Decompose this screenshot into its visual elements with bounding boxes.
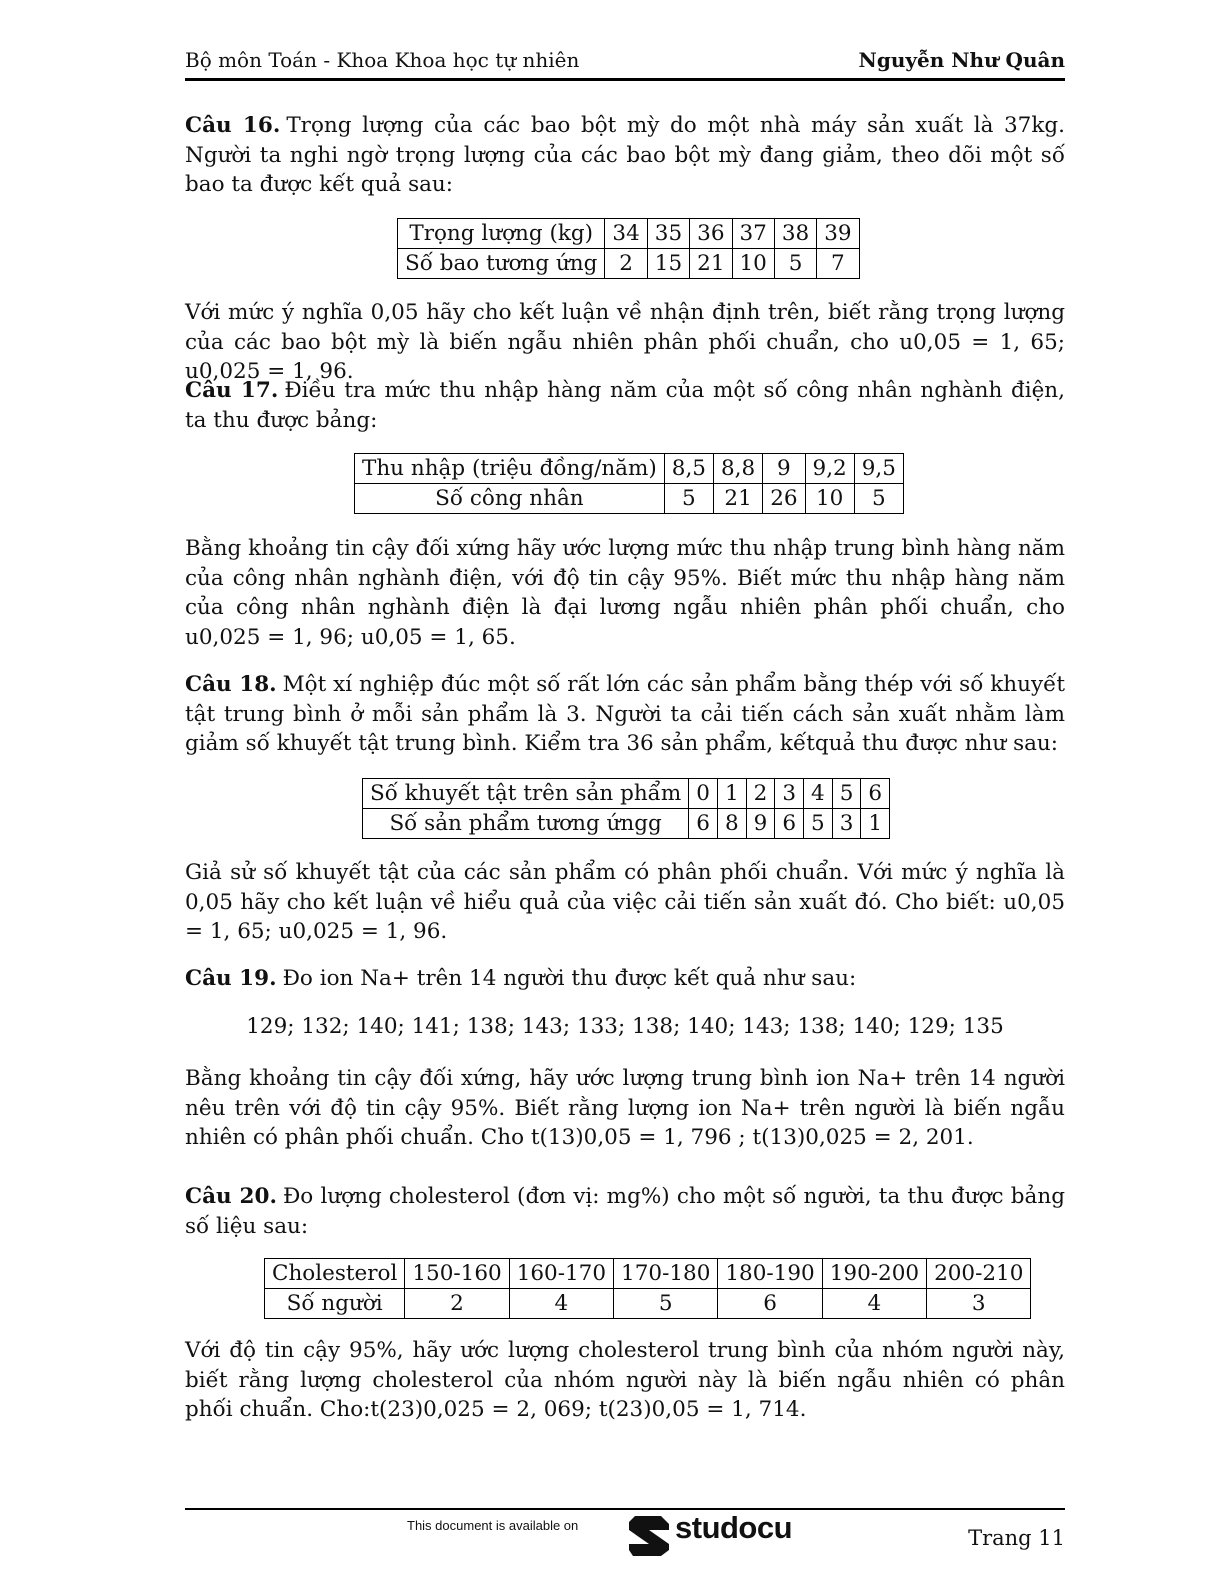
table-cell: 34 (605, 219, 647, 249)
table-row (398, 219, 860, 249)
table-cell: 36 (690, 219, 732, 249)
table-cell: 5 (832, 779, 861, 809)
table-cell: 5 (774, 249, 816, 279)
table-cell: 10 (732, 249, 774, 279)
table-q20 (264, 1258, 1031, 1319)
table-row (265, 1259, 1031, 1289)
question-17 (185, 376, 1065, 435)
page-footer (185, 1508, 1065, 1570)
question-17-label: Câu 17. (185, 378, 279, 403)
table-cell: 4 (804, 779, 833, 809)
table-cell: 9,5 (854, 454, 903, 484)
studocu-logo-icon (627, 1510, 677, 1558)
table-cell: 6 (861, 779, 890, 809)
question-19 (185, 964, 1065, 994)
table-q17 (354, 453, 904, 514)
question-18 (185, 670, 1065, 759)
table-row (355, 454, 904, 484)
header-author: Nguyễn Như Quân (858, 48, 1065, 72)
table-cell: 160-170 (509, 1259, 613, 1289)
table-cell: 180-190 (718, 1259, 822, 1289)
question-16-text: Trọng lượng của các bao bột mỳ do một nhà máy sản xuất là 37kg. Người ta nghi ngờ trọng lượng của các bao bột mỳ đang giảm, theo dõi một số bao ta được kết quả sau: (185, 113, 1065, 197)
table-cell: 3 (775, 779, 804, 809)
table-row (265, 1289, 1031, 1319)
table-cell: 2 (746, 779, 775, 809)
page-number: Trang 11 (968, 1526, 1065, 1550)
table-cell: 200-210 (927, 1259, 1031, 1289)
table-cell: 3 (832, 809, 861, 839)
studocu-brand[interactable]: studocu (675, 1510, 793, 1545)
question-18-task: Giả sử số khuyết tật của các sản phẩm có phân phối chuẩn. Với mức ý nghĩa là 0,05 hãy cho kết luận về hiểu quả của việc cải tiến sản xuất đó. Cho biết: u0,05 = 1, 65; u0,025 = 1, 96. (185, 860, 1065, 944)
table-cell: 6 (718, 1289, 822, 1319)
question-18-label: Câu 18. (185, 672, 277, 697)
header-department: Bộ môn Toán - Khoa Khoa học tự nhiên (185, 48, 580, 72)
table-cell: Số bao tương ứng (398, 249, 605, 279)
question-20-task: Với độ tin cậy 95%, hãy ước lượng cholesterol trung bình của nhóm người này, biết rằng lượng cholesterol của nhóm người này là biến ngẫu nhiên có phân phối chuẩn. Cho:t(23)0,025 = 2, 069; t(23)0,05 = 1, 714. (185, 1338, 1065, 1422)
availability-note: This document is available on (407, 1518, 579, 1533)
table-cell: 26 (763, 484, 805, 514)
table-cell: Số công nhân (355, 484, 665, 514)
table-cell: 170-180 (614, 1259, 718, 1289)
table-cell: 37 (732, 219, 774, 249)
table-row (363, 779, 890, 809)
table-cell: 5 (804, 809, 833, 839)
question-19-data: 129; 132; 140; 141; 138; 143; 133; 138; 140; 143; 138; 140; 129; 135 (246, 1014, 1004, 1039)
table-cell: 150-160 (405, 1259, 509, 1289)
table-cell: 9 (746, 809, 775, 839)
table-cell: 8,5 (664, 454, 713, 484)
table-row (363, 809, 890, 839)
table-cell: Thu nhập (triệu đồng/năm) (355, 454, 665, 484)
table-cell: 1 (717, 779, 746, 809)
table-cell: 21 (690, 249, 732, 279)
table-cell: 2 (405, 1289, 509, 1319)
question-20-label: Câu 20. (185, 1184, 277, 1209)
question-19-label: Câu 19. (185, 966, 277, 991)
table-q16 (397, 218, 860, 279)
question-16 (185, 111, 1065, 200)
table-cell: 5 (854, 484, 903, 514)
page-header (185, 44, 1065, 81)
question-16-conclusion: Với mức ý nghĩa 0,05 hãy cho kết luận về nhận định trên, biết rằng trọng lượng của các bao bột mỳ là biến ngẫu nhiên phân phối chuẩn, cho u0,05 = 1, 65; u0,025 = 1, 96. (185, 300, 1065, 384)
table-cell: 9 (763, 454, 805, 484)
table-cell: 39 (817, 219, 859, 249)
table-cell: 9,2 (805, 454, 854, 484)
question-16-label: Câu 16. (185, 113, 281, 138)
table-cell: 3 (927, 1289, 1031, 1319)
table-cell: Cholesterol (265, 1259, 405, 1289)
table-cell: 190-200 (822, 1259, 926, 1289)
question-19-task: Bằng khoảng tin cậy đối xứng, hãy ước lượng trung bình ion Na+ trên 14 người nêu trên với độ tin cậy 95%. Biết rằng lượng ion Na+ trên người là biến ngẫu nhiên có phân phối chuẩn. Cho t(13)0,05 = 1, 796 ; t(13)0,025 = 2, 201. (185, 1066, 1065, 1150)
question-19-text: Đo ion Na+ trên 14 người thu được kết quả như sau: (282, 966, 857, 991)
question-17-task: Bằng khoảng tin cậy đối xứng hãy ước lượng mức thu nhập trung bình hàng năm của công nhân nghành điện, với độ tin cậy 95%. Biết mức thu nhập hàng năm của công nhân nghành điện là đại lương ngẫu nhiên phân phối chuẩn, cho u0,025 = 1, 96; u0,05 = 1, 65. (185, 536, 1065, 650)
table-cell: 21 (713, 484, 762, 514)
table-row (398, 249, 860, 279)
question-20-text: Đo lượng cholesterol (đơn vị: mg%) cho một số người, ta thu được bảng số liệu sau: (185, 1184, 1065, 1239)
table-cell: 5 (614, 1289, 718, 1319)
table-cell: 6 (689, 809, 718, 839)
table-cell: 6 (775, 809, 804, 839)
table-cell: 38 (774, 219, 816, 249)
table-cell: 15 (647, 249, 689, 279)
table-cell: 5 (664, 484, 713, 514)
table-cell: 35 (647, 219, 689, 249)
table-cell: Số người (265, 1289, 405, 1319)
table-cell: 10 (805, 484, 854, 514)
table-q18 (362, 778, 890, 839)
table-cell: 0 (689, 779, 718, 809)
question-20 (185, 1182, 1065, 1241)
table-cell: 1 (861, 809, 890, 839)
table-cell: 8 (717, 809, 746, 839)
table-cell: Số khuyết tật trên sản phẩm (363, 779, 689, 809)
table-cell: Trọng lượng (kg) (398, 219, 605, 249)
table-cell: Số sản phẩm tương ứngg (363, 809, 689, 839)
table-cell: 2 (605, 249, 647, 279)
table-cell: 4 (509, 1289, 613, 1319)
question-17-text: Điều tra mức thu nhập hàng năm của một số công nhân nghành điện, ta thu được bảng: (185, 378, 1065, 433)
table-cell: 8,8 (713, 454, 762, 484)
table-cell: 4 (822, 1289, 926, 1319)
table-cell: 7 (817, 249, 859, 279)
table-row (355, 484, 904, 514)
question-18-text: Một xí nghiệp đúc một số rất lớn các sản phẩm bằng thép với số khuyết tật trung bình ở mỗi sản phẩm là 3. Người ta cải tiến cách sản xuất nhằm làm giảm số khuyết tật trung bình. Kiểm tra 36 sản phẩm, kếtquả thu được như sau: (185, 672, 1065, 756)
